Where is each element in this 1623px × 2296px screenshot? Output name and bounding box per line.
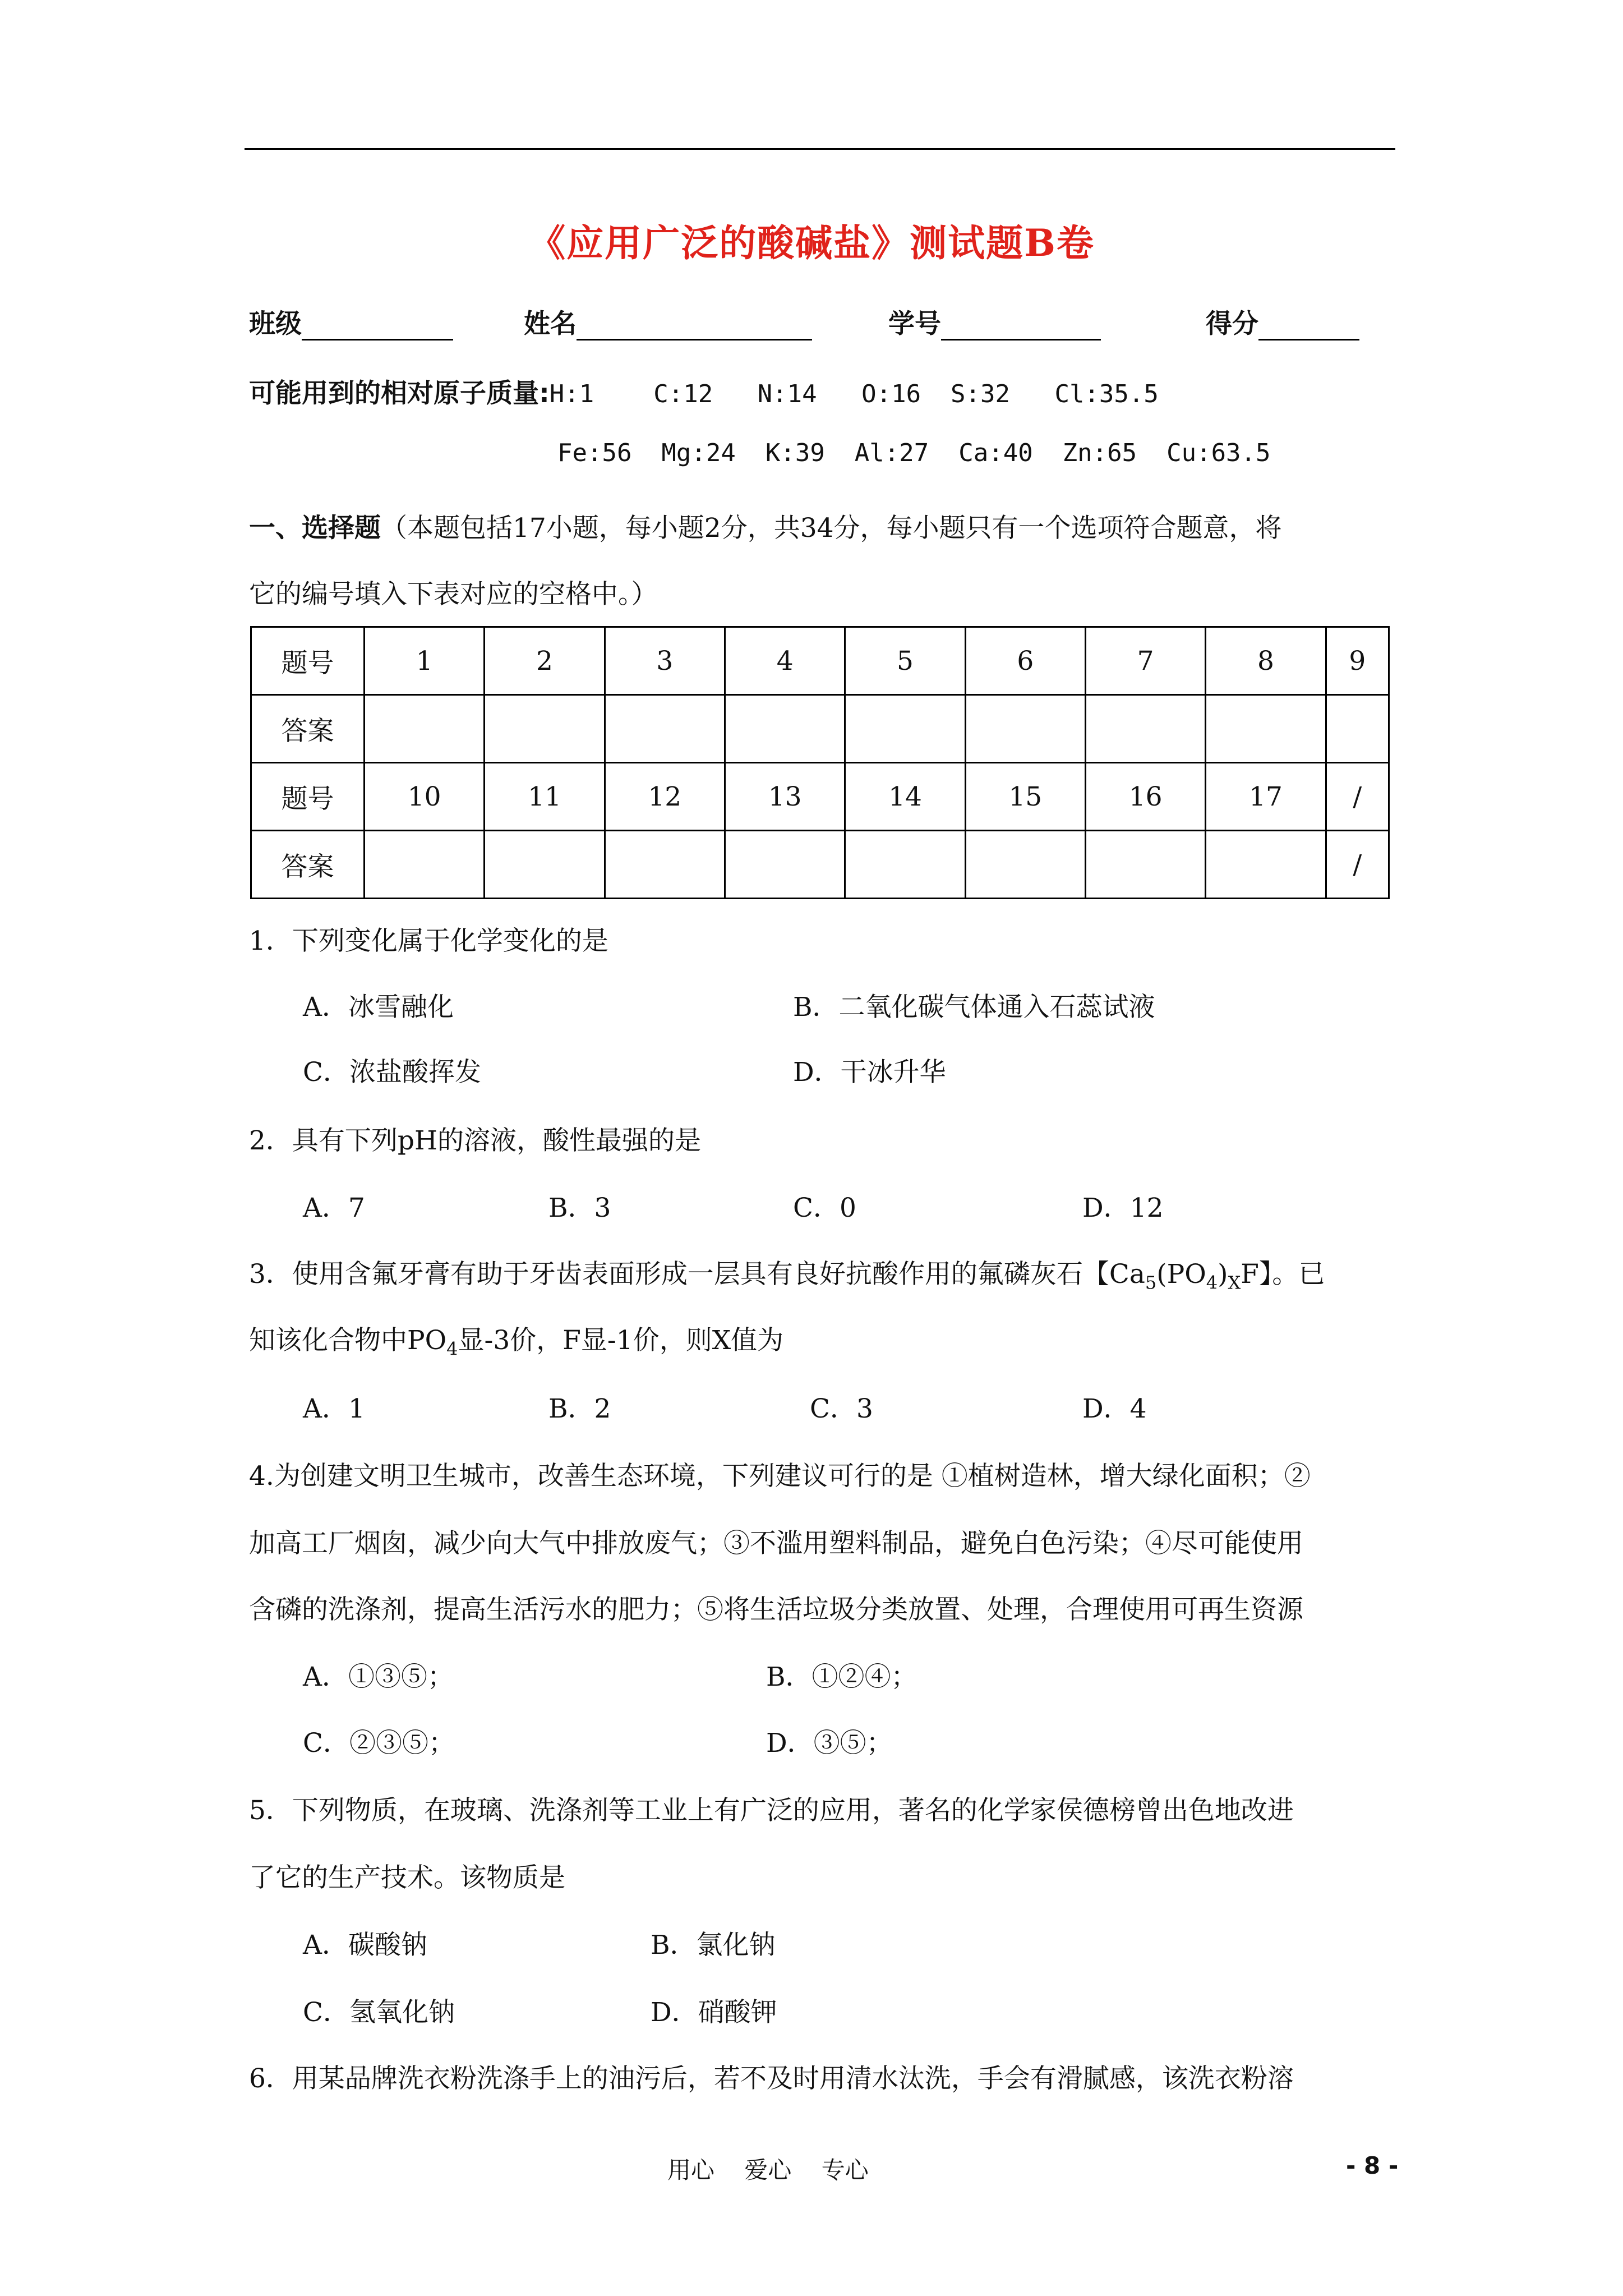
subscript: 5 xyxy=(1145,1272,1157,1294)
section-heading xyxy=(249,507,1282,545)
question-number: 7 xyxy=(1085,627,1205,695)
name-blank[interactable] xyxy=(577,313,812,341)
question-4-line-3: 含磷的洗涤剂，提高生活污水的肥力；⑤将生活垃圾分类放置、处理，合理使用可再生资源 xyxy=(249,1594,1303,1625)
question-4-line-2: 加高工厂烟囱，减少向大气中排放废气；③不滥用塑料制品，避免白色污染；④尽可能使用 xyxy=(249,1528,1303,1559)
atomic-mass-label: 可能用到的相对原子质量: xyxy=(249,378,550,409)
student-number-blank[interactable] xyxy=(941,313,1101,341)
answer-cell[interactable] xyxy=(485,695,605,763)
student-number-label: 学号 xyxy=(888,309,941,339)
question-3-text-a: 3．使用含氟牙膏有助于牙齿表面形成一层具有良好抗酸作用的氟磷灰石【Ca xyxy=(249,1259,1145,1290)
question-number: 1 xyxy=(365,627,485,695)
table-row xyxy=(251,627,1389,695)
answer-cell[interactable] xyxy=(605,831,725,899)
question-number: 13 xyxy=(725,763,845,831)
question-3-line2-b: 显-3价，F显-1价，则X值为 xyxy=(458,1325,784,1356)
question-1-stem: 1．下列变化属于化学变化的是 xyxy=(249,926,608,956)
question-number: 15 xyxy=(965,763,1085,831)
class-blank[interactable] xyxy=(302,313,453,341)
question-3-option-d: D．4 xyxy=(1082,1393,1147,1424)
question-3-option-c: C．3 xyxy=(810,1393,873,1424)
question-2-stem: 2．具有下列pH的溶液，酸性最强的是 xyxy=(249,1125,701,1156)
name-label: 姓名 xyxy=(524,309,577,339)
answer-cell[interactable] xyxy=(485,831,605,899)
question-3-text-b: (PO xyxy=(1156,1259,1206,1290)
answer-cell[interactable] xyxy=(1206,831,1326,899)
question-number: 12 xyxy=(605,763,725,831)
name-field xyxy=(524,303,812,341)
question-number: 5 xyxy=(845,627,965,695)
answer-cell[interactable] xyxy=(1326,695,1389,763)
page-number: - 8 - xyxy=(1346,2152,1399,2179)
class-field xyxy=(249,303,453,341)
section-description-2: 它的编号填入下表对应的空格中。） xyxy=(249,579,658,610)
row-label: 题号 xyxy=(251,763,365,831)
answer-cell[interactable] xyxy=(965,695,1085,763)
question-5-option-b: B．氯化钠 xyxy=(651,1930,776,1961)
section-description: （本题包括17小题，每小题2分，共34分，每小题只有一个选项符合题意，将 xyxy=(381,513,1282,544)
score-label: 得分 xyxy=(1206,309,1258,339)
page-title: 《应用广泛的酸碱盐》测试题B卷 xyxy=(528,221,1095,265)
score-blank[interactable] xyxy=(1258,313,1359,341)
answer-cell[interactable] xyxy=(845,831,965,899)
score-field xyxy=(1206,303,1359,341)
question-number: 16 xyxy=(1085,763,1205,831)
question-number: 3 xyxy=(605,627,725,695)
class-label: 班级 xyxy=(249,309,302,339)
question-3-stem xyxy=(249,1253,1325,1293)
header-rule xyxy=(245,148,1395,150)
answer-table xyxy=(250,626,1390,899)
question-2-option-d: D．12 xyxy=(1082,1193,1164,1223)
section-title: 一、选择题 xyxy=(249,513,381,544)
footer-motto: 用心 爱心 专心 xyxy=(667,2156,869,2184)
question-1-option-a: A．冰雪融化 xyxy=(303,992,454,1023)
question-3-option-b: B．2 xyxy=(548,1393,611,1424)
subscript: 4 xyxy=(446,1338,458,1360)
question-2-option-c: C．0 xyxy=(793,1193,856,1223)
question-4-option-c: C．②③⑤； xyxy=(303,1728,455,1759)
answer-cell[interactable] xyxy=(725,695,845,763)
question-4-option-b: B．①②④； xyxy=(766,1662,917,1692)
table-row xyxy=(251,831,1389,899)
question-5-option-d: D．硝酸钾 xyxy=(651,1997,777,2028)
row-label: 题号 xyxy=(251,627,365,695)
question-3-text-c: ) xyxy=(1218,1259,1228,1290)
answer-cell[interactable] xyxy=(1206,695,1326,763)
table-row xyxy=(251,763,1389,831)
question-4-option-a: A．①③⑤； xyxy=(303,1662,454,1692)
answer-cell[interactable] xyxy=(605,695,725,763)
question-3-text-d: F】。已 xyxy=(1241,1259,1325,1290)
question-number: 9 xyxy=(1326,627,1389,695)
question-5-option-a: A．碳酸钠 xyxy=(303,1930,427,1961)
question-5-line-2: 了它的生产技术。该物质是 xyxy=(249,1862,565,1893)
question-1-option-b: B．二氧化碳气体通入石蕊试液 xyxy=(793,992,1155,1023)
question-2-option-b: B．3 xyxy=(548,1193,611,1223)
question-number: 2 xyxy=(485,627,605,695)
answer-cell[interactable] xyxy=(965,831,1085,899)
question-4-line-1: 4.为创建文明卫生城市，改善生态环境，下列建议可行的是 ①植树造林，增大绿化面积；② xyxy=(249,1461,1311,1492)
question-3-option-a: A．1 xyxy=(303,1393,365,1424)
subscript: 4 xyxy=(1206,1272,1218,1294)
question-number: 17 xyxy=(1206,763,1326,831)
question-3-stem-line-2 xyxy=(249,1319,783,1359)
answer-cell[interactable] xyxy=(1085,831,1205,899)
answer-cell-disabled: / xyxy=(1326,831,1389,899)
subscript: X xyxy=(1228,1272,1241,1294)
atomic-mass-line-1 xyxy=(249,372,1159,410)
answer-cell[interactable] xyxy=(1085,695,1205,763)
atomic-mass-values-1: H:1 C:12 N:14 O:16 S:32 Cl:35.5 xyxy=(549,380,1159,408)
question-1-option-d: D．干冰升华 xyxy=(793,1057,946,1088)
question-1-option-c: C．浓盐酸挥发 xyxy=(303,1057,481,1088)
question-5-line-1: 5．下列物质，在玻璃、洗涤剂等工业上有广泛的应用，著名的化学家侯德榜曾出色地改进 xyxy=(249,1795,1294,1826)
student-number-field xyxy=(888,303,1101,341)
question-number: 10 xyxy=(365,763,485,831)
answer-cell[interactable] xyxy=(365,695,485,763)
question-number: 8 xyxy=(1206,627,1326,695)
answer-cell[interactable] xyxy=(845,695,965,763)
atomic-mass-values-2: Fe:56 Mg:24 K:39 Al:27 Ca:40 Zn:65 Cu:63.5 xyxy=(557,439,1271,467)
answer-cell[interactable] xyxy=(725,831,845,899)
question-number: 11 xyxy=(485,763,605,831)
question-number: / xyxy=(1326,763,1389,831)
row-label: 答案 xyxy=(251,831,365,899)
question-6-line-1: 6．用某品牌洗衣粉洗涤手上的油污后，若不及时用清水汰洗，手会有滑腻感，该洗衣粉溶 xyxy=(249,2063,1294,2094)
row-label: 答案 xyxy=(251,695,365,763)
question-number: 4 xyxy=(725,627,845,695)
question-2-option-a: A．7 xyxy=(303,1193,365,1223)
answer-cell[interactable] xyxy=(365,831,485,899)
question-number: 6 xyxy=(965,627,1085,695)
question-number: 14 xyxy=(845,763,965,831)
question-5-option-c: C．氢氧化钠 xyxy=(303,1997,455,2028)
question-4-option-d: D．③⑤； xyxy=(766,1728,893,1759)
table-row xyxy=(251,695,1389,763)
question-3-line2-a: 知该化合物中PO xyxy=(249,1325,447,1356)
